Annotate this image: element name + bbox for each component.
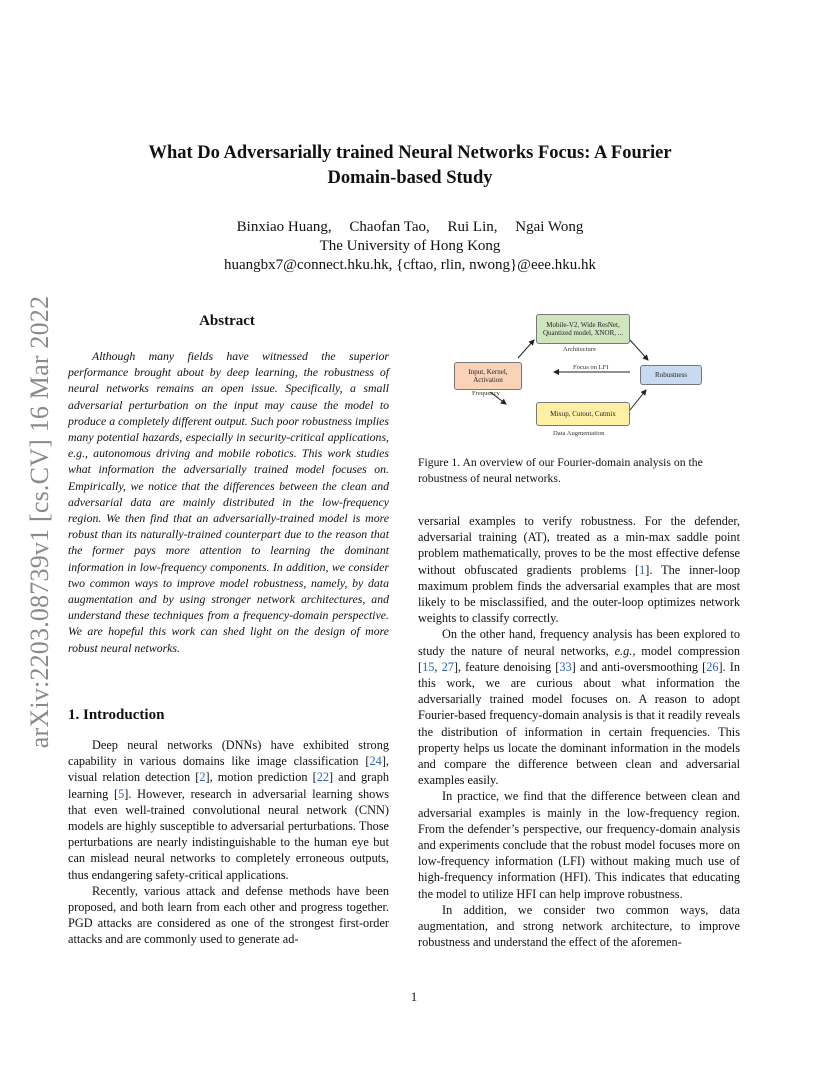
figure-1-caption: Figure 1. An overview of our Fourier-domain analysis on the robustness of neural networks. bbox=[418, 456, 703, 485]
citation-link[interactable]: 2 bbox=[199, 770, 206, 785]
author-name: Rui Lin, bbox=[447, 219, 498, 235]
page-number: 1 bbox=[410, 990, 418, 1004]
arrow-augmentation-to-robustness bbox=[630, 390, 646, 410]
arxiv-stamp bbox=[20, 282, 60, 762]
text-run: ], feature denoising [ bbox=[453, 659, 560, 674]
text-run: ]. However, research in adversarial learning shows that even well-trained convolutional neural network (CNN) models are highly susceptible to adversarial perturbations. Those perturbations are nearly indistinguishable to the human eye but can mislead neural networks to completely erroneous outputs, thus endangering safety-critical applications. bbox=[68, 786, 389, 882]
right-paragraph-4: In addition, we consider two common ways, data augmentation, and strong network architecture, to improve robustness and understand the effect of the aforemen- bbox=[418, 902, 740, 950]
text-run: ], visual relation detection [ bbox=[68, 754, 389, 785]
section-heading-introduction: 1. Introduction bbox=[68, 707, 165, 723]
text-run: ], motion prediction [ bbox=[205, 770, 317, 785]
text-run-italic: e.g., bbox=[614, 643, 636, 658]
right-column-body bbox=[418, 513, 740, 950]
right-paragraph-2 bbox=[418, 626, 740, 788]
title-line-1: What Do Adversarially trained Neural Networks Focus: A Fourier bbox=[148, 143, 672, 163]
text-run: Deep neural networks (DNNs) have exhibited strong capability in various domains like image classification [ bbox=[68, 738, 389, 769]
paper-title bbox=[110, 141, 710, 191]
data-augmentation-box: Mixup, Cutout, Cutmix bbox=[536, 402, 630, 426]
text-run: ]. The inner-loop maximum problem finds the adversarial examples that are most likely to be misclassified, and the outer-loop optimizes network weights to classify correctly. bbox=[418, 562, 740, 626]
intro-paragraph-2: Recently, various attack and defense methods have been proposed, and both learn from each other and progress together. PGD attacks are considered as one of the strongest first-order attacks and are commonly used to generate ad- bbox=[68, 883, 389, 947]
arrow-frequency-to-architecture bbox=[518, 340, 534, 358]
intro-paragraph-1 bbox=[68, 737, 389, 883]
author-name: Ngai Wong bbox=[515, 219, 584, 235]
data-augmentation-label: Data Augmentation bbox=[553, 430, 605, 437]
text-run: ] and anti-oversmoothing [ bbox=[571, 659, 707, 674]
author-emails: huangbx7@connect.hku.hk, {cftao, rlin, nwong}@eee.hku.hk bbox=[224, 257, 596, 273]
citation-link[interactable]: 33 bbox=[559, 659, 572, 674]
architecture-box: Mobile-V2, Wide ResNet, Quantized model, XNOR, ... bbox=[536, 314, 630, 344]
figure-1 bbox=[450, 308, 710, 446]
right-paragraph-1 bbox=[418, 513, 740, 626]
text-run: versarial examples to verify robustness. For the defender, adversarial training (AT), treated as a min-max saddle point problem mathematically, proves to be the most effective defense without obfuscated gradients problems [ bbox=[418, 514, 740, 577]
arxiv-identifier: arXiv:2203.08739v1 [cs.CV] 16 Mar 2022 bbox=[25, 295, 54, 749]
author-name: Chaofan Tao, bbox=[349, 219, 430, 235]
author-block bbox=[110, 218, 710, 275]
citation-link[interactable]: 27 bbox=[441, 659, 454, 674]
citation-link[interactable]: 22 bbox=[316, 770, 329, 785]
right-paragraph-3: In practice, we find that the difference between clean and adversarial examples is mainly in the low-frequency region. From the defender’s perspective, our frequency-domain analysis and experiments conclude that the robust model focuses more on low-frequency information (LFI) without making much use of high-frequency information (HFI). This indicates that educating the model to utilize HFI can help improve robustness. bbox=[418, 789, 740, 901]
title-line-2: Domain-based Study bbox=[327, 168, 493, 188]
frequency-box: Input, Kernel, Activation bbox=[454, 362, 522, 390]
citation-link[interactable]: 5 bbox=[118, 786, 125, 801]
focus-on-lfi-label: Focus on LFI bbox=[573, 364, 609, 371]
citation-link[interactable]: 24 bbox=[369, 754, 382, 769]
affiliation: The University of Hong Kong bbox=[319, 238, 501, 254]
arrow-architecture-to-robustness bbox=[630, 340, 648, 360]
text-run: On the other hand, frequency analysis has been explored to study the nature of neural networks, bbox=[418, 627, 740, 658]
citation-link[interactable]: 15 bbox=[422, 659, 435, 674]
text-run: model compression [ bbox=[418, 643, 740, 674]
robustness-box: Robustness bbox=[640, 365, 702, 385]
frequency-label: Frequency bbox=[472, 390, 500, 397]
text-run: , bbox=[434, 659, 442, 674]
author-names bbox=[110, 218, 710, 237]
architecture-label: Architecture bbox=[563, 346, 596, 353]
author-name: Binxiao Huang, bbox=[236, 219, 332, 235]
abstract-heading: Abstract bbox=[199, 313, 255, 329]
text-run: ] and graph learning [ bbox=[68, 770, 390, 801]
abstract-text: Although many fields have witnessed the superior performance brought about by deep learning, the robustness of neural networks remains an open issue. Specifically, a small adversarial perturbation on the input may cause the model to produce a completely different output. Such poor robustness implies many potential hazards, especially in security-critical applications, e.g., autonomous driving and mobile robotics. This work studies what information the adversarially trained model focuses on. Empirically, we notice that the differences between the clean and adversarial data are mainly distributed in the low-frequency region. We then find that an adversarially-trained model is more robust than its naturally-trained counterpart due to the reason that the former pays more attention to learning the dominant information in low-frequency components. In addition, we consider two common ways to improve model robustness, namely, by data augmentation and by using stronger network architectures, and understand these techniques from a frequency-domain perspective. We are hopeful this work can shed light on the design of more robust neural networks. bbox=[68, 349, 389, 655]
text-run: ]. In this work, we are curious about what information the adversarially trained model focuses on. A reason to adopt Fourier-based frequency-domain analysis is that it readily reveals the distribution of information in certain frequencies. This property helps us locate the dominant information in the models and compare the difference between clean and adversarial examples easily. bbox=[418, 659, 740, 788]
left-column-body bbox=[68, 737, 389, 948]
citation-link[interactable]: 26 bbox=[706, 659, 719, 674]
citation-link[interactable]: 1 bbox=[639, 562, 646, 577]
